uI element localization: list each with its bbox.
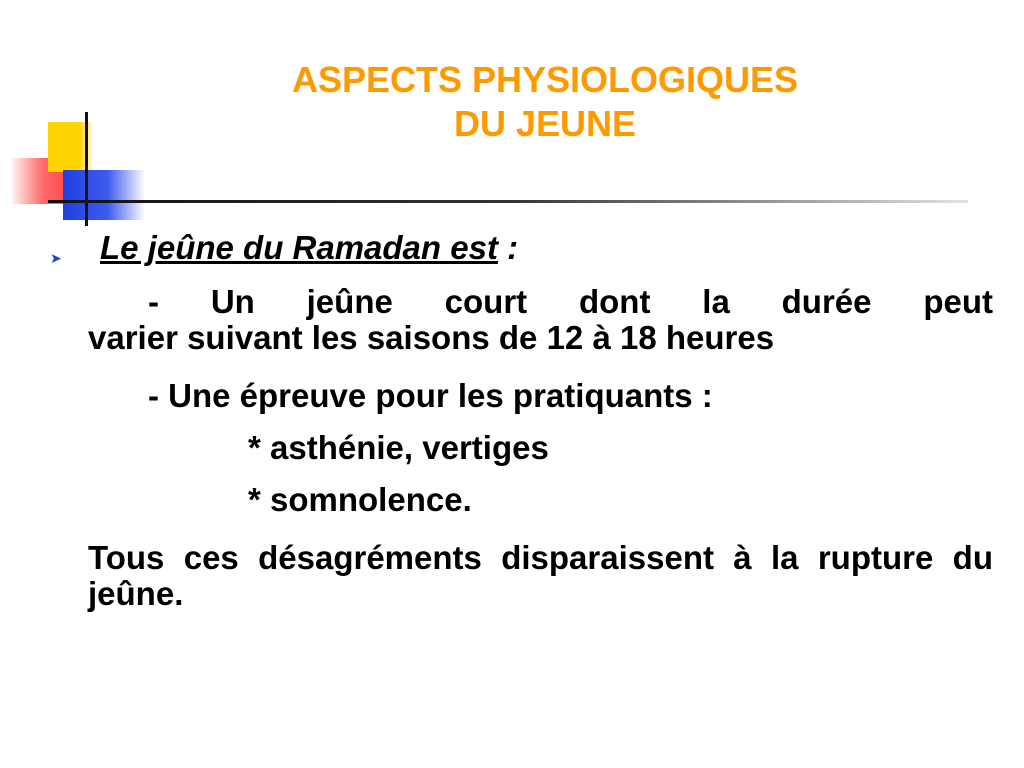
sub-point-asthenia: * asthénie, vertiges — [248, 429, 549, 466]
bullet-lead-suffix: : — [497, 229, 519, 266]
arrow-bullet-icon: ➤ — [50, 250, 62, 266]
sub-point-somnolence: * somnolence. — [248, 481, 472, 518]
slide-title — [200, 58, 890, 146]
conclusion-text: Tous ces désagréments disparaissent à la rupture du jeûne. — [88, 539, 993, 612]
point-short-fast — [88, 284, 993, 356]
point-ordeal: - Une épreuve pour les pratiquants : — [148, 377, 713, 414]
decorative-blue-block — [63, 170, 145, 220]
title-underline-rule — [48, 200, 968, 203]
point-short-fast-continuation: varier suivant les saisons de 12 à 18 heures — [88, 319, 775, 356]
slide-body — [88, 230, 993, 634]
decorative-vertical-line — [85, 112, 88, 226]
slide-title-line-2: DU JEUNE — [453, 103, 637, 144]
bullet-lead-underlined: Le jeûne du Ramadan est — [100, 229, 498, 266]
bullet-lead — [100, 230, 993, 266]
point-short-fast-line-1: - Un jeûne court dont la durée peut — [148, 283, 993, 320]
slide-title-line-1: ASPECTS PHYSIOLOGIQUES — [291, 59, 799, 100]
